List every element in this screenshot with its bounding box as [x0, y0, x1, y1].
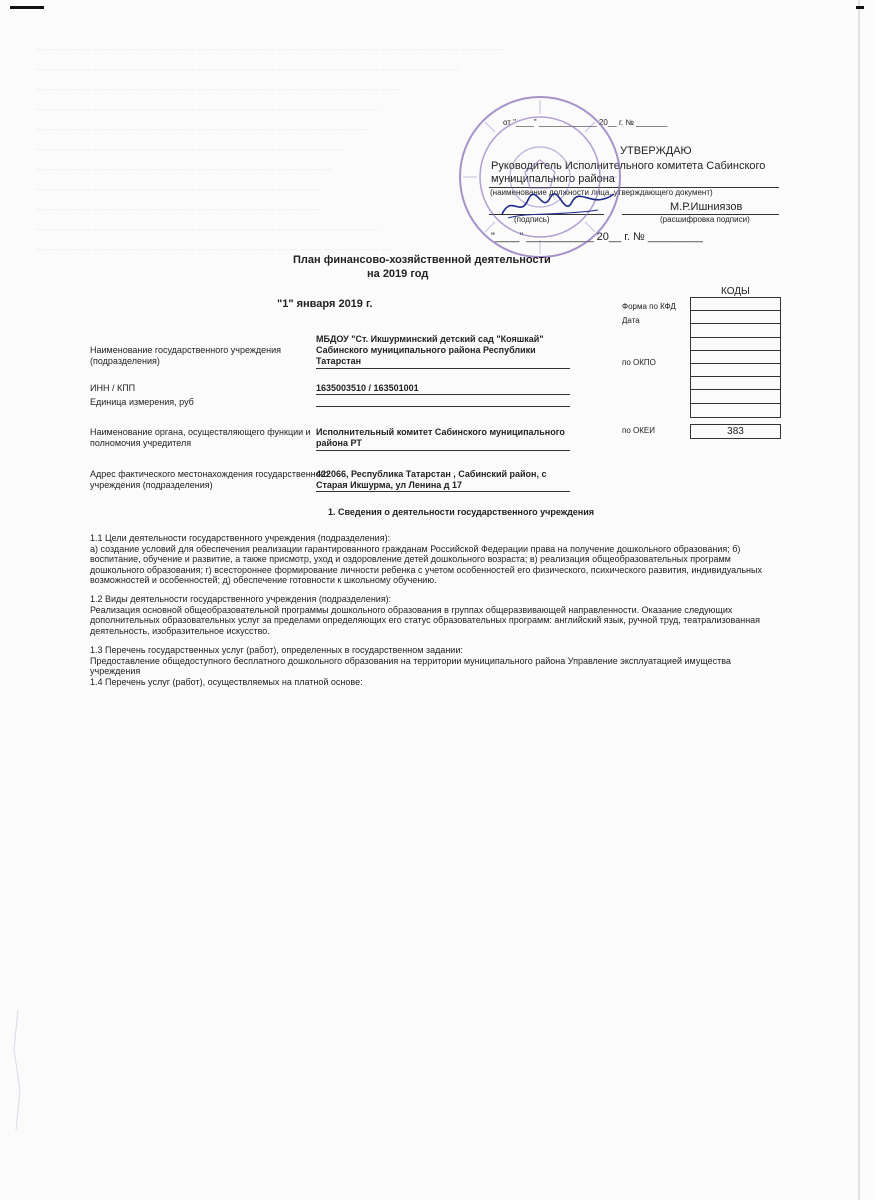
section-1-1-body: а) создание условий для обеспечения реализации гарантированного гражданам Российской Федерации права на получение дошкольного образования; б) воспитание, обучение и развитие, а также присмотр, уход и оздоровление детей дошкольного возраста; в) реализация общеобразовательных программ дошкольного образования; г) всестороннее формирование личности ребенка с учетом особенностей его физического, психического развития, индивидуальных возможностей и особенностей; д) обеспечение готовности к школьному обучению.	[90, 543, 762, 585]
head-title-line1: Руководитель Исполнительного комитета Сабинского	[491, 160, 766, 172]
field-underline	[316, 450, 570, 451]
institution-label: (подразделения)	[90, 356, 160, 366]
approval-date-line: "____" ___________ 20__ г. № _________	[491, 231, 703, 243]
section-1-2-title: 1.2 Виды деятельности государственного учреждения (подразделения):	[90, 594, 392, 604]
code-cell	[691, 377, 780, 390]
institution-name: МБДОУ "Ст. Икшурминский детский сад "Кояшкай"	[316, 334, 544, 344]
scan-edge	[858, 0, 860, 1200]
field-underline	[316, 394, 570, 395]
plan-date: "1" января 2019 г.	[277, 298, 373, 310]
codes-table	[690, 297, 781, 418]
section-1-2-body: Реализация основной общеобразовательной программы дошкольного образования в группах общеразвивающей направленности. Оказание следующих дополнительных образовательных услуг за пределами определяющих его статус образовательных программ: английский язык, ручной труд, театрализованная деятельность, изобразительное искусство.	[90, 604, 761, 636]
bleed-through: — — — — — — — — — — — — — — — — — — — — — — — — — — — — — —	[36, 104, 379, 114]
section-1-3	[90, 645, 780, 677]
okpo-label: по ОКПО	[622, 358, 656, 367]
bleed-through: — — — — — — — — — — — — — — — — — — — — — — — — — — — — —	[36, 124, 368, 134]
code-cell	[691, 298, 780, 311]
scan-corner-mark	[856, 6, 864, 9]
field-underline	[316, 368, 570, 369]
section-1-3-title: 1.3 Перечень государственных услуг (работ), определенных в государственном задании:	[90, 645, 463, 655]
bleed-through: — — — — — — — — — — — — — — — — — — — — — — — — — — — — — —	[36, 224, 379, 234]
head-title-line2: муниципального района	[491, 173, 615, 185]
field-underline	[316, 406, 570, 407]
bleed-through: — — — — — — — — — — — — — — — — — — — — — — — — — — — — — — — —	[36, 84, 402, 94]
institution-name: Сабинского муниципального района Республики	[316, 345, 536, 355]
kfd-label: Форма по КФД	[622, 302, 676, 311]
code-cell	[691, 364, 780, 377]
inn-label: ИНН / КПП	[90, 383, 136, 393]
plan-title: План финансово-хозяйственной деятельности	[293, 254, 551, 266]
bleed-through: — — — — — — — — — — — — — — — — — — — — — — — — —	[36, 184, 322, 194]
code-cell	[691, 404, 780, 417]
section-1-1	[90, 533, 780, 586]
bleed-through: — — — — — — — — — — — — — — — — — — — — — — — — — — — — — — — — — — — — — — — — —	[36, 44, 506, 54]
code-cell	[691, 338, 780, 351]
codes-header: КОДЫ	[721, 286, 750, 297]
bleed-through: — — — — — — — — — — — — — — — — — — — — — — — — —	[36, 204, 322, 214]
institution-label: Наименование государственного учреждения	[90, 345, 282, 355]
organ-name: Исполнительный комитет Сабинского муниципального	[316, 427, 565, 437]
field-underline	[316, 491, 570, 492]
organ-label: Наименование органа, осуществляющего функции и	[90, 427, 311, 437]
organ-label: полномочия учредителя	[90, 438, 192, 448]
address-value: 422066, Республика Татарстан , Сабинский район, с	[316, 469, 547, 479]
section-1-4-title: 1.4 Перечень услуг (работ), осуществляемых на платной основе:	[90, 677, 363, 687]
signature-scribble	[498, 188, 618, 222]
address-label: Адрес фактического местонахождения государственного	[90, 469, 329, 479]
signature-caption: (подпись)	[514, 215, 550, 224]
official-seal	[455, 92, 625, 262]
scan-artifact	[8, 1010, 28, 1130]
okei-value: 383	[690, 424, 781, 439]
bleed-through: — — — — — — — — — — — — — — — — — — — — — — — — — — — — — — —	[36, 244, 391, 254]
okei-label: по ОКЕИ	[622, 426, 655, 435]
signer-name: М.Р.Ишниязов	[670, 201, 743, 213]
code-cell	[691, 324, 780, 337]
code-cell	[691, 311, 780, 324]
address-value: Старая Икшурма, ул Ленина д 17	[316, 480, 463, 490]
code-cell	[691, 390, 780, 403]
approve-heading: УТВЕРЖДАЮ	[620, 145, 692, 157]
bleed-through: — — — — — — — — — — — — — — — — — — — — — — — — — —	[36, 164, 333, 174]
inn-value: 1635003510 / 163501001	[316, 383, 419, 393]
decode-caption: (расшифровка подписи)	[660, 215, 750, 224]
unit-label: Единица измерения, руб	[90, 397, 194, 407]
section-heading: 1. Сведения о деятельности государственного учреждения	[328, 507, 595, 517]
bleed-through: — — — — — — — — — — — — — — — — — — — — — — — — — — — — — — — — — — — — —	[36, 64, 460, 74]
code-cell	[691, 351, 780, 364]
bleed-through: — — — — — — — — — — — — — — — — — — — — — — — — — — —	[36, 144, 345, 154]
institution-name: Татарстан	[316, 356, 362, 366]
date-code-label: Дата	[622, 316, 640, 325]
section-1-2	[90, 594, 780, 636]
section-1-1-title: 1.1 Цели деятельности государственного учреждения (подразделения):	[90, 533, 391, 543]
address-label: учреждения (подразделения)	[90, 480, 213, 490]
position-caption: (наименование должности лица, утверждающего документ)	[490, 188, 713, 197]
organ-name: района РТ	[316, 438, 362, 448]
section-1-3-body: Предоставление общедоступного бесплатного дошкольного образования на территории муниципального района Управление эксплуатацией имущества учреждения	[90, 655, 731, 676]
from-line: от "____" _____________ 20__ г. № _______	[503, 118, 668, 127]
scan-corner-mark	[10, 6, 44, 9]
plan-year: на 2019 год	[367, 268, 429, 280]
